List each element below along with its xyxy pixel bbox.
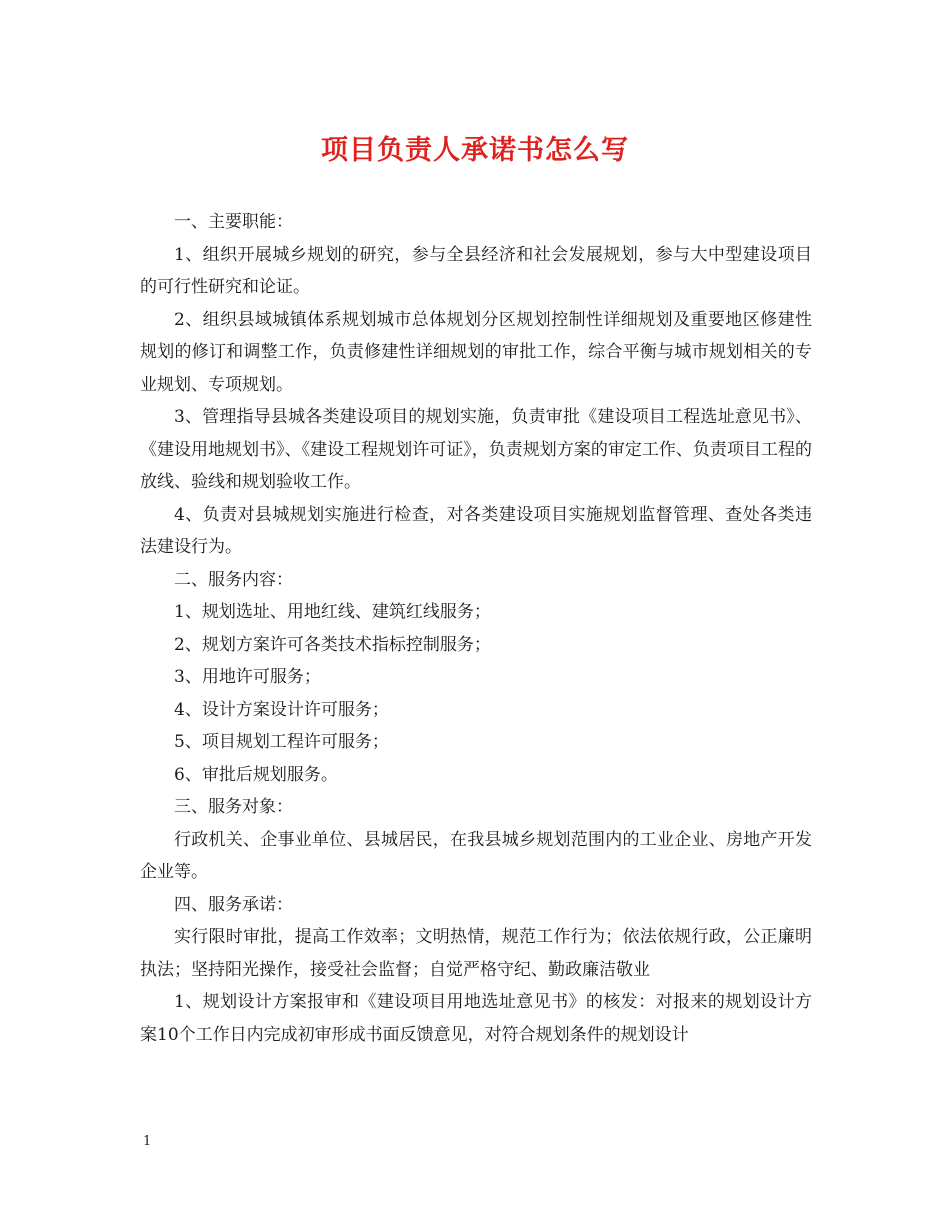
paragraph-service-targets: 行政机关、企事业单位、县城居民，在我县城乡规划范围内的工业企业、房地产开发企业等。 [140,829,812,882]
paragraph-service-3: 3、用地许可服务； [174,667,321,687]
paragraph-service-6: 6、审批后规划服务。 [174,764,338,785]
paragraph-section-3-heading: 三、服务对象： [174,797,293,817]
paragraph-service-1: 1、规划选址、用地红线、建筑红线服务； [174,602,491,622]
paragraph-function-2: 2、组织县域城镇体系规划城市总体规划分区规划控制性详细规划及重要地区修建性规划的修订和调整工作，负责修建性详细规划的审批工作，综合平衡与城市规划相关的专业规划、专项规划。 [140,309,812,395]
paragraph-commitment-1: 1、规划设计方案报审和《建设项目用地选址意见书》的核发：对报来的规划设计方案10个工作日内完成初审形成书面反馈意见，对符合规划条件的规划设计 [140,992,812,1045]
paragraph-service-5: 5、项目规划工程许可服务； [174,732,389,752]
page-number: 1 [143,1134,152,1149]
paragraph-service-4: 4、设计方案设计许可服务； [174,699,389,720]
document-body [140,206,812,1051]
paragraph-function-4: 4、负责对县城规划实施进行检查，对各类建设项目实施规划监督管理、查处各类违法建设行为。 [140,504,812,557]
paragraph-section-2-heading: 二、服务内容： [174,569,293,590]
paragraph-commitment-intro: 实行限时审批，提高工作效率；文明热情，规范工作行为；依法依规行政，公正廉明执法；坚持阳光操作，接受社会监督；自觉严格守纪、勤政廉洁敬业 [140,927,812,980]
document-title: 项目负责人承诺书怎么写 [321,135,629,166]
paragraph-service-2: 2、规划方案许可各类技术指标控制服务； [174,634,491,655]
paragraph-section-1-heading: 一、主要职能： [174,212,293,232]
paragraph-section-4-heading: 四、服务承诺： [174,894,293,915]
paragraph-function-1: 1、组织开展城乡规划的研究，参与全县经济和社会发展规划，参与大中型建设项目的可行性研究和论证。 [140,244,812,297]
paragraph-function-3: 3、管理指导县城各类建设项目的规划实施，负责审批《建设项目工程选址意见书》、《建设用地规划书》、《建设工程规划许可证》，负责规划方案的审定工作、负责项目工程的放线、验线和规划验收工作。 [140,407,812,492]
